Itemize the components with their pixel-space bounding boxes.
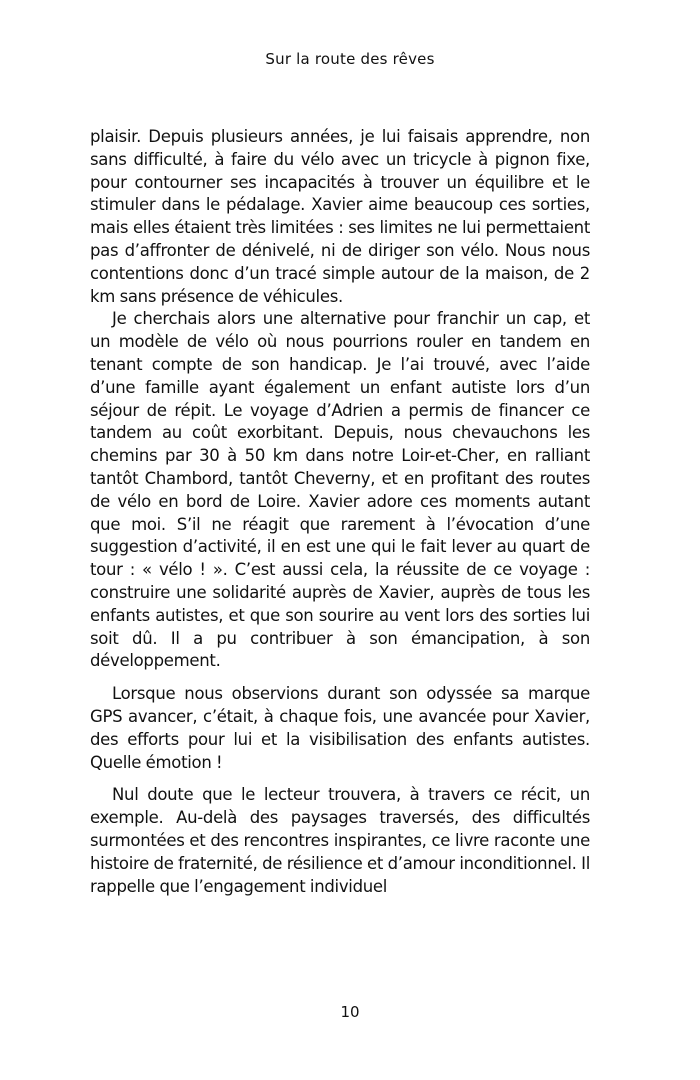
paragraph-2: Je cherchais alors une alternative pour franchir un cap, et un modèle de vélo où nous pourrions rouler en tandem en tenant compte de son handicap. Je l’ai trouvé, avec l’aide d’une famille ayant également un enfant autiste lors d’un séjour de répit. Le voyage d’Adrien a permis de financer ce tandem au coût exorbitant. Depuis, nous chevauchons les chemins par 30 à 50 km dans notre Loir-et-Cher, en ralliant tantôt Chambord, tantôt Cheverny, et en profitant des routes de vélo en bord de Loire. Xavier adore ces moments autant que moi. S’il ne réagit que rarement à l’évocation d’une suggestion d’activité, il en est une qui le fait lever au quart de tour : « vélo ! ». C’est aussi cela, la réussite de ce voyage : construire une solidarité auprès de Xavier, auprès de tous les enfants autistes, et que son sourire au vent lors des sorties lui soit dû. Il a pu contribuer à son émancipation, à son développement. — [90, 309, 590, 671]
paragraph-1: plaisir. Depuis plusieurs années, je lui faisais apprendre, non sans difficulté, à faire du vélo avec un tricycle à pignon fixe, pour contourner ses incapacités à trouver un équilibre et le stimuler dans le pédalage. Xavier aime beaucoup ces sorties, mais elles étaient très limitées : ses limites ne lui permettaient pas d’affronter de dénivelé, ni de diriger son vélo. Nous nous contentions donc d’un tracé simple autour de la maison, de 2 km sans présence de véhicules. — [90, 127, 590, 306]
body-text — [90, 126, 590, 898]
paragraph-4: Nul doute que le lecteur trouvera, à travers ce récit, un exemple. Au-delà des paysages traversés, des difficultés surmontées et des rencontres inspirantes, ce livre raconte une histoire de fraternité, de résilience et d’amour inconditionnel. Il rappelle que l’engagement individuel — [90, 785, 590, 896]
paragraph-3: Lorsque nous observions durant son odyssée sa marque GPS avancer, c’était, à chaque fois, une avancée pour Xavier, des efforts pour lui et la visibilisation des enfants autistes. Quelle émotion ! — [90, 684, 590, 772]
page-number: 10 — [340, 1003, 360, 1021]
running-head: Sur la route des rêves — [265, 50, 435, 68]
